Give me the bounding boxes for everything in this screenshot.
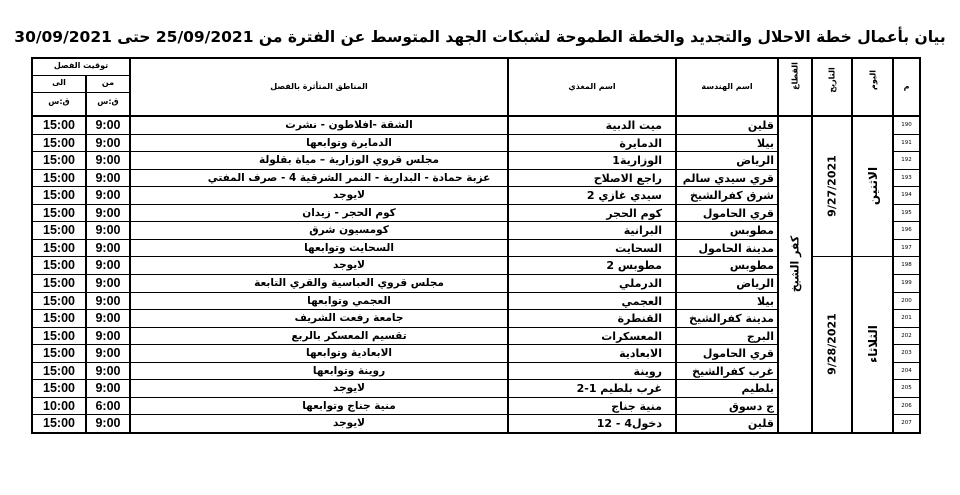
cut-time-divider: [32, 75, 130, 76]
row-to-time: 15:00: [43, 276, 75, 290]
row-border: [893, 151, 920, 152]
row-border: [893, 397, 920, 398]
row-feeder: الوزارية1: [612, 154, 662, 168]
table-bottom-border: [32, 432, 920, 434]
row-engineering: غرب كفرالشيخ: [692, 364, 774, 378]
row-areas: السحايت وتوابعها: [304, 241, 394, 254]
row-from-time: 9:00: [95, 311, 121, 326]
row-feeder: الابعادية: [619, 347, 662, 361]
row-engineering: مدينة الحامول: [698, 241, 774, 255]
from-to-unit-divider: [32, 92, 130, 93]
column-border: [129, 57, 131, 434]
row-to-time: 15:00: [43, 118, 75, 132]
row-from-time: 9:00: [95, 328, 121, 343]
row-number: 198: [901, 262, 912, 269]
row-areas: لايوجد: [333, 189, 365, 202]
row-to-time: 10:00: [43, 398, 75, 413]
row-areas: الدمايرة وتوابعها: [306, 136, 392, 149]
row-number: 196: [901, 227, 912, 234]
row-areas: روينة وتوابعها: [312, 364, 386, 377]
row-engineering: قري الحامول: [702, 347, 774, 361]
column-border: [31, 57, 33, 434]
row-border: [32, 186, 778, 187]
row-to-time: 15:00: [43, 293, 75, 308]
row-to-time: 15:00: [43, 381, 75, 396]
row-areas: لايوجد: [333, 417, 365, 430]
page-title: بيان بأعمال خطة الاحلال والتجديد والخطة الطموحة لشبكات الجهد المتوسط عن الفترة من 25/09/2021 حتى 30/09/2021: [14, 28, 946, 46]
row-from-time: 9:00: [95, 188, 121, 203]
row-border: [893, 379, 920, 380]
row-feeder: مطوبس 2: [606, 259, 662, 273]
row-from-time: 9:00: [95, 205, 121, 220]
row-from-time: 9:00: [95, 118, 121, 132]
row-feeder: سيدي غازي 2: [586, 189, 662, 203]
row-to-time: 15:00: [43, 363, 75, 378]
row-from-time: 9:00: [95, 381, 121, 396]
row-border: [32, 204, 778, 205]
row-to-time: 15:00: [43, 328, 75, 343]
row-border: [32, 362, 778, 363]
header-engineering: اسم الهندسة: [701, 82, 753, 91]
row-areas: تقسيم المعسكر بالربع: [291, 329, 407, 342]
row-engineering: مطوبس: [729, 224, 774, 238]
row-number: 204: [901, 367, 912, 374]
row-feeder: السحايت: [615, 241, 662, 255]
row-to-time: 15:00: [43, 170, 75, 185]
row-engineering: قري الحامول: [702, 206, 774, 220]
row-border: [32, 239, 778, 240]
row-engineering: قري سيدي سالم: [682, 171, 774, 185]
row-engineering: البرج: [746, 329, 774, 343]
row-from-time: 9:00: [95, 416, 121, 431]
row-number: 205: [901, 385, 912, 392]
row-engineering: شرق كفرالشيخ: [690, 189, 774, 203]
row-areas: كوم الحجر - زيدان: [302, 206, 396, 219]
row-border: [893, 256, 920, 257]
row-engineering: الرياض: [736, 277, 774, 290]
date-group-1: 9/27/2021: [825, 155, 839, 218]
row-areas: لايوجد: [333, 382, 365, 395]
row-number: 203: [901, 350, 912, 357]
row-feeder: راجع الاصلاح: [593, 171, 662, 185]
row-from-time: 9:00: [95, 223, 121, 238]
row-feeder: العجمي: [621, 294, 662, 308]
row-to-time: 15:00: [43, 416, 75, 431]
row-feeder: منية جناج: [611, 399, 662, 413]
row-from-time: 6:00: [95, 398, 121, 413]
row-areas: الشقة -افلاطون - نشرت: [285, 119, 413, 131]
row-border: [32, 379, 778, 380]
row-to-time: 15:00: [43, 188, 75, 203]
row-feeder: دخول4 - 12: [596, 417, 662, 431]
row-number: 207: [901, 420, 912, 427]
row-border: [32, 309, 778, 310]
column-border: [777, 57, 779, 434]
row-border: [893, 134, 920, 135]
row-border: [893, 309, 920, 310]
row-number: 206: [901, 402, 912, 409]
row-number: 201: [901, 315, 912, 322]
row-border: [893, 186, 920, 187]
row-to-time: 15:00: [43, 346, 75, 361]
header-sector: القطاع: [790, 62, 800, 90]
row-border: [32, 151, 778, 152]
column-border: [507, 57, 509, 434]
header-num: م: [903, 82, 910, 91]
row-from-time: 9:00: [95, 170, 121, 185]
header-day: اليوم: [868, 70, 877, 90]
row-border: [32, 327, 778, 328]
row-to-time: 15:00: [43, 205, 75, 220]
row-border: [893, 239, 920, 240]
header-to: الى: [52, 78, 66, 87]
header-feeder: اسم المغذي: [568, 82, 616, 91]
row-to-time: 15:00: [43, 258, 75, 273]
row-engineering: قلين: [747, 417, 774, 431]
table-top-border: [32, 57, 920, 59]
column-border: [851, 57, 853, 434]
row-border: [32, 414, 778, 415]
row-areas: لايوجد: [333, 259, 365, 272]
row-border: [32, 256, 778, 257]
row-border: [893, 344, 920, 345]
row-border: [32, 397, 778, 398]
row-feeder: الدرملي: [618, 277, 662, 290]
header-to-unit: ق:س: [48, 97, 70, 106]
row-engineering: بيلا: [757, 294, 774, 308]
date-group-2: 9/28/2021: [825, 313, 839, 376]
row-areas: العجمي وتوابعها: [307, 294, 391, 307]
row-to-time: 15:00: [43, 311, 75, 326]
row-from-time: 9:00: [95, 153, 121, 168]
row-engineering: مدينة كفرالشيخ: [689, 312, 774, 326]
column-border: [675, 57, 677, 434]
row-border: [893, 414, 920, 415]
row-to-time: 15:00: [43, 153, 75, 168]
row-border: [32, 221, 778, 222]
row-to-time: 15:00: [43, 240, 75, 255]
row-number: 192: [901, 157, 912, 164]
row-border: [32, 134, 778, 135]
header-from: من: [101, 78, 115, 87]
row-feeder: البرانية: [623, 224, 662, 238]
header-from-unit: ق:س: [97, 97, 119, 106]
row-border: [893, 274, 920, 275]
row-from-time: 9:00: [95, 293, 121, 308]
row-number: 194: [901, 192, 912, 199]
row-areas: مجلس قروي الوزارية – مياة بقلولة: [258, 154, 440, 167]
row-number: 202: [901, 332, 912, 339]
row-engineering: قلين: [747, 119, 774, 132]
row-from-time: 9:00: [95, 258, 121, 273]
row-border: [32, 344, 778, 345]
row-feeder: المعسكرات: [601, 329, 662, 343]
row-number: 197: [901, 244, 912, 251]
row-border: [893, 169, 920, 170]
row-feeder: ميت الدبية: [605, 119, 662, 132]
day-group-2: الثلاثاء: [865, 325, 880, 364]
header-areas: المناطق المتأثرة بالفصل: [270, 82, 368, 91]
row-feeder: روينة: [633, 364, 662, 378]
row-areas: منية جناج وتوابعها: [302, 399, 396, 412]
row-number: 195: [901, 209, 912, 216]
row-number: 199: [901, 280, 912, 286]
row-border: [32, 169, 778, 170]
row-border: [893, 362, 920, 363]
row-from-time: 9:00: [95, 346, 121, 361]
row-areas: الابعادية وتوابعها: [306, 347, 392, 360]
row-areas: مجلس قروي العباسية والقري التابعة: [254, 277, 444, 289]
row-to-time: 15:00: [43, 135, 75, 150]
row-areas: عزبة حمادة - البدارية - النمر الشرقية 4 - صرف المفتي: [207, 171, 491, 184]
column-border: [892, 57, 894, 434]
row-border: [893, 221, 920, 222]
row-number: 191: [901, 139, 912, 146]
row-engineering: ج دسوق: [729, 399, 774, 413]
day-group-1: الاثنين: [865, 167, 880, 206]
row-border: [32, 292, 778, 293]
row-border: [893, 327, 920, 328]
row-border: [893, 204, 920, 205]
row-from-time: 9:00: [95, 363, 121, 378]
row-to-time: 15:00: [43, 223, 75, 238]
row-engineering: الرياض: [736, 154, 774, 168]
row-border: [893, 292, 920, 293]
row-feeder: الدمايرة: [619, 136, 662, 150]
row-number: 200: [901, 297, 912, 304]
row-feeder: القنطرة: [617, 312, 662, 326]
row-from-time: 9:00: [95, 135, 121, 150]
row-number: 190: [901, 122, 912, 128]
header-bottom-border: [32, 115, 920, 117]
header-cut-time: توقيت الفصل: [53, 61, 109, 70]
row-feeder: غرب بلطيم 1-2: [576, 382, 662, 396]
row-areas: كومسيون شرق: [309, 224, 389, 237]
row-border: [32, 274, 778, 275]
row-feeder: كوم الحجر: [606, 206, 662, 220]
row-engineering: بيلا: [757, 136, 774, 150]
column-border: [811, 57, 813, 434]
column-border: [919, 57, 921, 434]
row-engineering: بلطيم: [741, 382, 774, 396]
row-number: 193: [901, 174, 912, 181]
sector-group: كفر الشيخ: [788, 235, 802, 293]
row-engineering: مطوبس: [729, 259, 774, 273]
day-group-border: [812, 256, 893, 257]
row-from-time: 9:00: [95, 276, 121, 290]
row-from-time: 9:00: [95, 240, 121, 255]
header-date: التاريخ: [827, 67, 837, 93]
row-areas: جامعة رفعت الشريف: [294, 312, 404, 325]
